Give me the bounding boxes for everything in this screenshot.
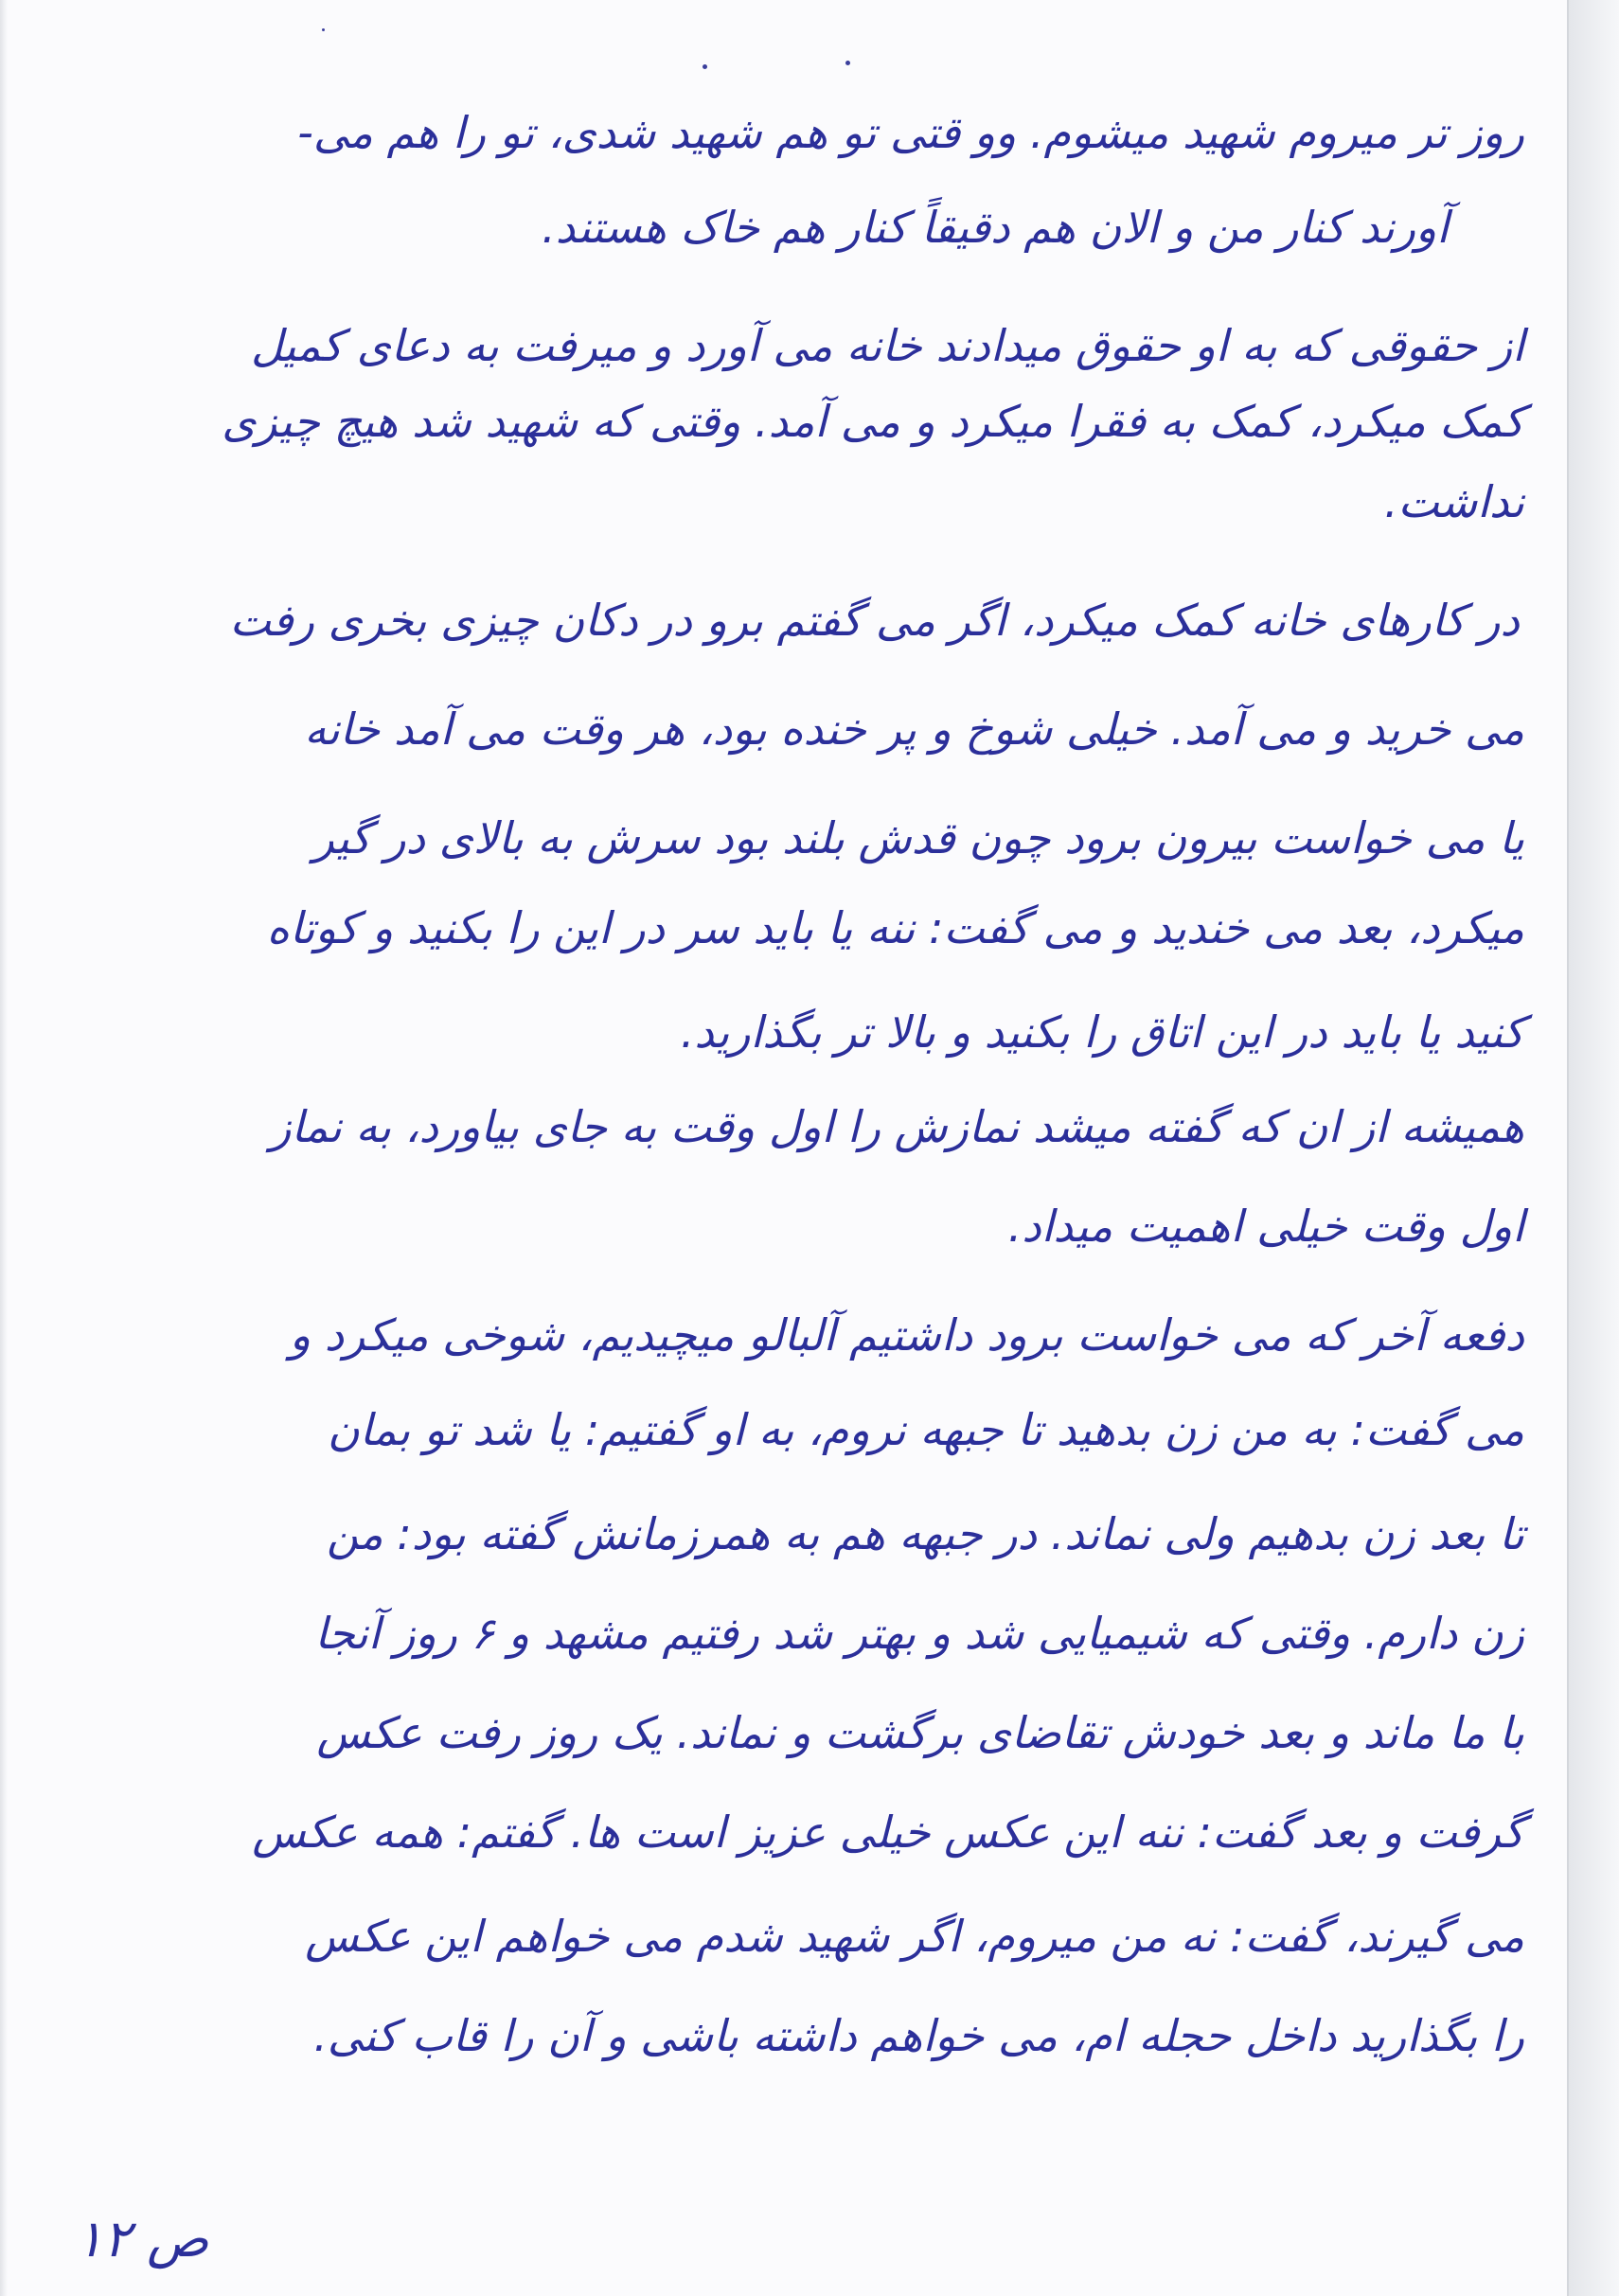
text-line: از حقوقی که به او حقوق میدادند خانه می آورد و میرفت به دعای کمیل — [250, 320, 1524, 371]
scanner-edge — [1567, 0, 1619, 2296]
text-line: آورند کنار من و الان هم دقیقاً کنار هم خاک هستند. — [542, 202, 1449, 253]
text-line: زن دارم. وقتی که شیمیایی شد و بهتر شد رفتیم مشهد و ۶ روز آنجا — [314, 1608, 1524, 1659]
text-line: روز تر میروم شهید میشوم. وو قتی تو هم شهید شدی، تو را هم می- — [297, 107, 1524, 158]
text-line: دفعه آخر که می خواست برود داشتیم آلبالو میچیدیم، شوخی میکرد و — [289, 1309, 1524, 1361]
text-line: در کارهای خانه کمک میکرد، اگر می گفتم برو در دکان چیزی بخری رفت — [229, 595, 1520, 646]
text-line: می گفت: به من زن بدهید تا جبهه نروم، به او گفتیم: یا شد تو بمان — [328, 1404, 1524, 1455]
text-line: تا بعد زن بدهیم ولی نماند. در جبهه هم به همرزمانش گفته بود: من — [327, 1508, 1524, 1559]
text-line: کنید یا باید در این اتاق را بکنید و بالا تر بگذارید. — [680, 1006, 1524, 1058]
text-line: یا می خواست بیرون برود چون قدش بلند بود سرش به بالای در گیر — [312, 812, 1524, 863]
text-line: همیشه از ان که گفته میشد نمازش را اول وقت به جای بیاورد، به نماز — [270, 1101, 1524, 1152]
page-number: ص ۱۲ — [76, 2209, 209, 2269]
text-line: اول وقت خیلی اهمیت میداد. — [1007, 1201, 1524, 1252]
text-line: کمک میکرد، کمک به فقرا میکرد و می آمد. وقتی که شهید شد هیچ چیزی — [222, 396, 1524, 447]
text-line: را بگذارید داخل حجله ام، می خواهم داشته باشی و آن را قاب کنی. — [313, 2010, 1524, 2061]
text-line: نداشت. — [1383, 476, 1524, 527]
text-line: می گیرند، گفت: نه من میروم، اگر شهید شدم می خواهم این عکس — [305, 1911, 1524, 1962]
text-line: می خرید و می آمد. خیلی شوخ و پر خنده بود، هر وقت می آمد خانه — [304, 703, 1524, 755]
text-line: با ما ماند و بعد خودش تقاضای برگشت و نماند. یک روز رفت عکس — [316, 1707, 1524, 1758]
text-line: میکرد، بعد می خندید و می گفت: ننه یا باید سر در این را بکنید و کوتاه — [266, 902, 1524, 953]
text-line: گرفت و بعد گفت: ننه این عکس خیلی عزیز است ها. گفتم: همه عکس — [252, 1807, 1524, 1858]
